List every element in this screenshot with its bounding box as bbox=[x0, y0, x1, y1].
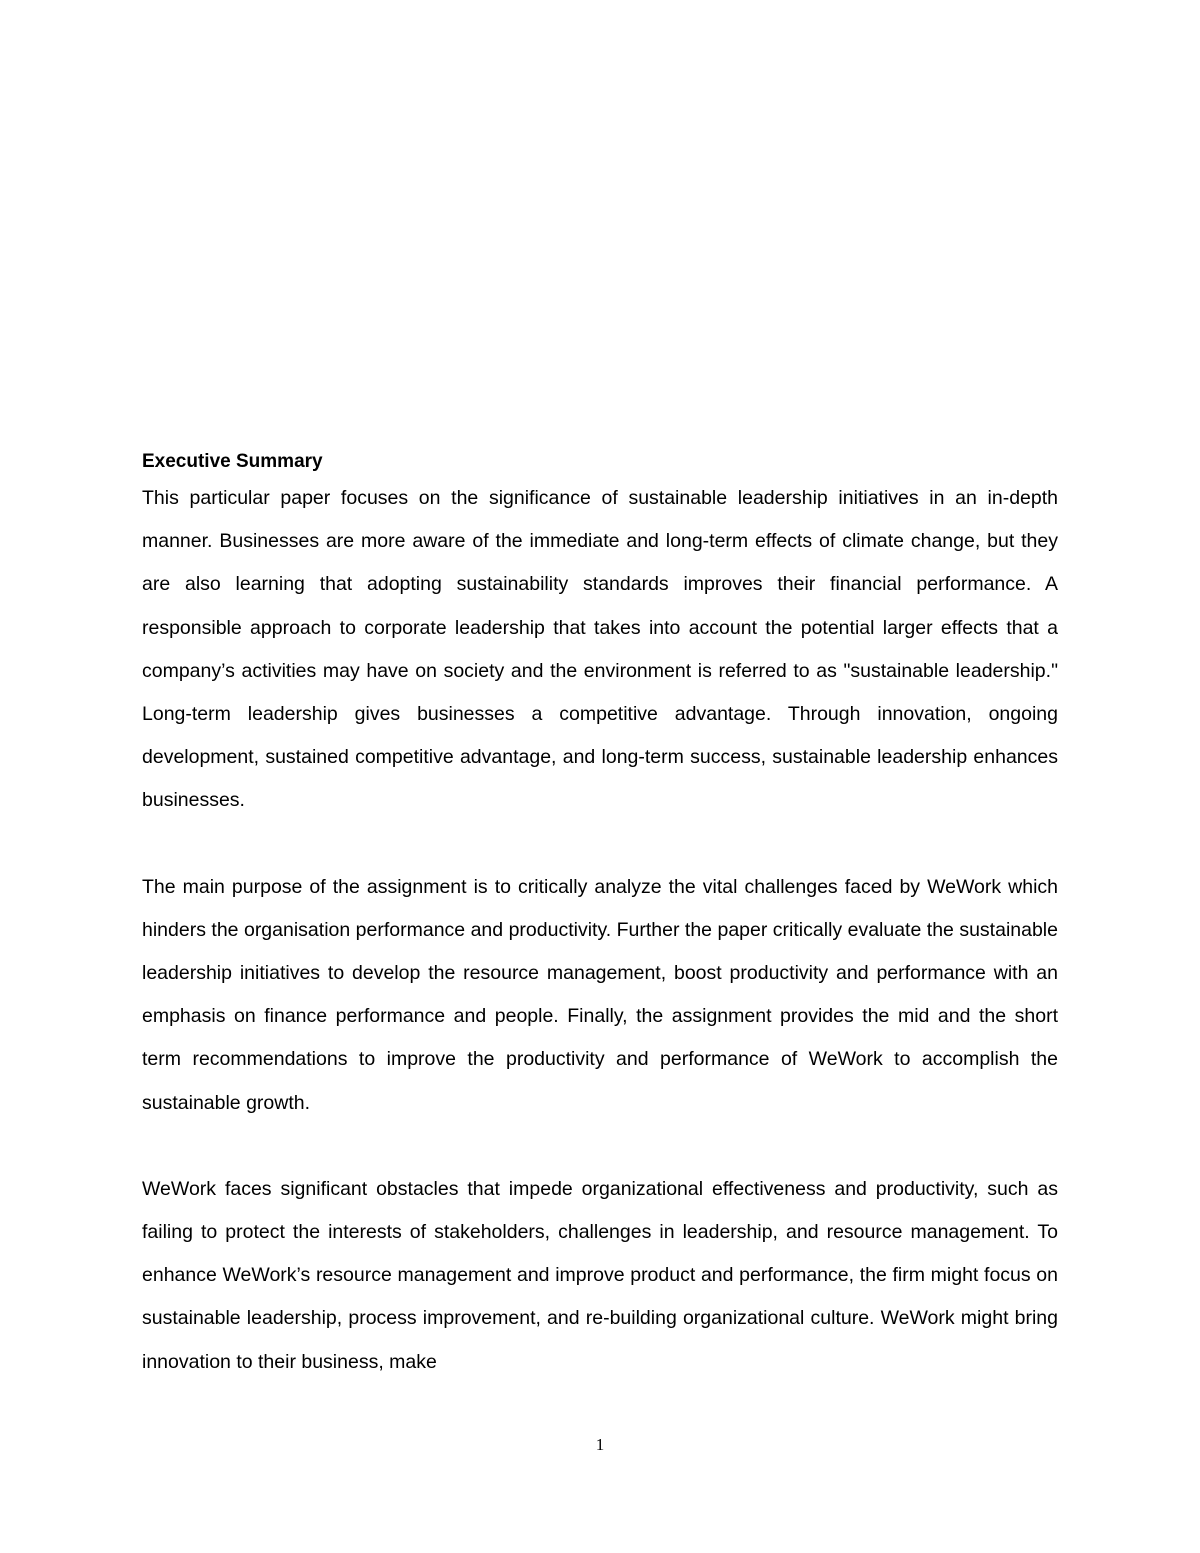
document-body bbox=[142, 447, 1058, 1384]
section-heading: Executive Summary bbox=[142, 451, 323, 472]
paragraph-obstacles: WeWork faces significant obstacles that impede organizational effectiveness and productivity, such as failing to protect the interests of stakeholders, challenges in leadership, and resource management. To enhance WeWork’s resource management and improve product and performance, the firm might focus on sustainable leadership, process improvement, and re-building organizational culture. WeWork might bring innovation to their business, make bbox=[142, 1177, 1058, 1373]
paragraph-purpose: The main purpose of the assignment is to critically analyze the vital challenges faced by WeWork which hinders the organisation performance and productivity. Further the paper critically evaluate the sustainable leadership initiatives to develop the resource management, boost productivity and performance with an emphasis on finance performance and people. Finally, the assignment provides the mid and the short term recommendations to improve the productivity and performance of WeWork to accomplish the sustainable growth. bbox=[142, 875, 1058, 1114]
page-number: 1 bbox=[595, 1435, 605, 1454]
paragraph-intro: This particular paper focuses on the significance of sustainable leadership initiatives in an in-depth manner. Businesses are more aware of the immediate and long-term effects of climate change, but they are also learning that adopting sustainability standards improves their financial performance. A responsible approach to corporate leadership that takes into account the potential larger effects that a company’s activities may have on society and the environment is referred to as "sustainable leadership." Long-term leadership gives businesses a competitive advantage. Through innovation, ongoing development, sustained competitive advantage, and long-term success, sustainable leadership enhances businesses. bbox=[142, 487, 1058, 812]
